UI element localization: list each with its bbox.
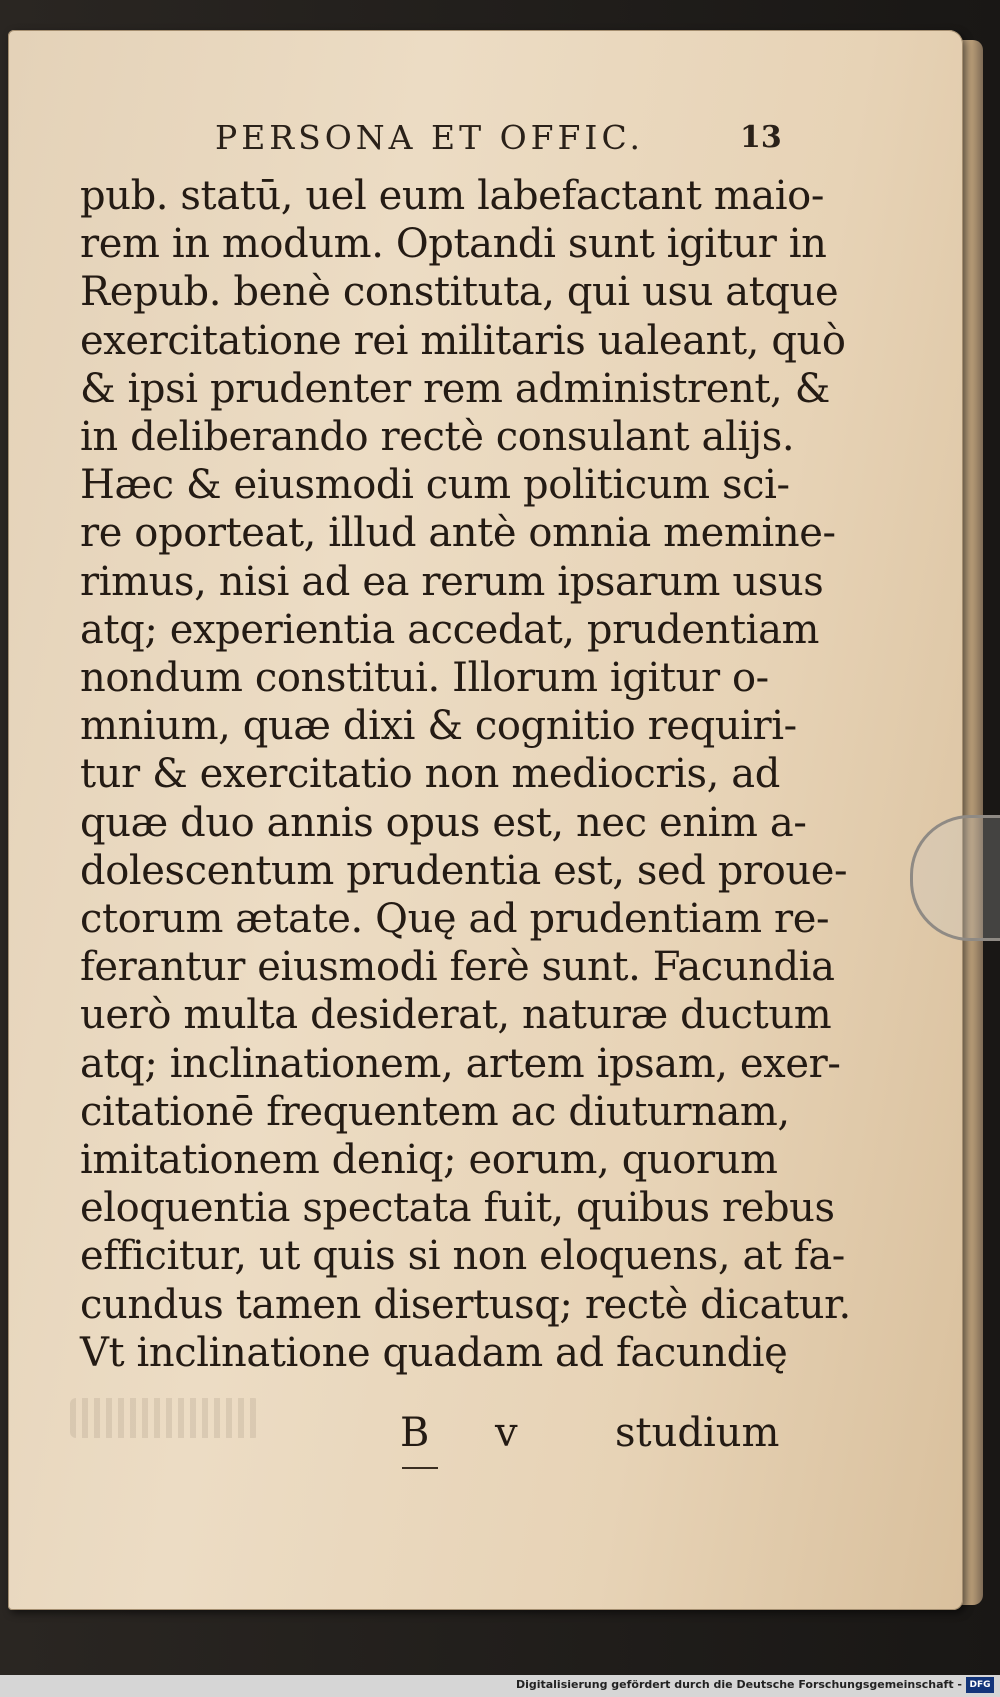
- text-line: Vt inclinatione quadam ad facundię: [80, 1329, 788, 1376]
- text-line: rem in modum. Optandi sunt igitur in: [80, 221, 827, 268]
- signature-letter: B: [400, 1410, 430, 1456]
- text-line: Repub. benè constituta, qui usu atque: [80, 269, 839, 316]
- signature-dash: [402, 1467, 438, 1469]
- text-line: eloquentia spectata fuit, quibus rebus: [80, 1185, 835, 1232]
- text-line: atq; inclinationem, artem ipsam, exer-: [80, 1040, 841, 1087]
- text-line: rimus, nisi ad ea rerum ipsarum usus: [80, 558, 824, 605]
- body-text: [80, 172, 851, 1377]
- text-line: ferantur eiusmodi ferè sunt. Facundia: [80, 944, 835, 991]
- text-line: & ipsi prudenter rem administrent, &: [80, 365, 830, 412]
- page-number: 13: [740, 120, 782, 155]
- signature-numeral: v: [495, 1410, 518, 1456]
- footer-credit: Digitalisierung gefördert durch die Deutsche Forschungsgemeinschaft -: [515, 1678, 962, 1691]
- text-line: Hæc & eiusmodi cum politicum sci-: [80, 462, 790, 509]
- running-title: PERSONA ET OFFIC.: [215, 118, 645, 157]
- text-line: dolescentum prudentia est, sed proue-: [80, 847, 848, 894]
- text-line: pub. statū, uel eum labefactant maio-: [80, 173, 824, 219]
- text-line: efficitur, ut quis si non eloquens, at fa-: [80, 1233, 845, 1280]
- text-line: mnium, quæ dixi & cognitio requiri-: [80, 703, 797, 750]
- text-line: imitationem deniq; eorum, quorum: [80, 1137, 778, 1184]
- text-line: atq; experientia accedat, prudentiam: [80, 606, 820, 653]
- signature-line: [400, 1410, 780, 1460]
- text-line: in deliberando rectè consulant alijs.: [80, 414, 795, 461]
- text-line: exercitatione rei militaris ualeant, quò: [80, 317, 846, 364]
- text-line: quæ duo annis opus est, nec enim a-: [80, 799, 807, 846]
- dfg-logo: DFG: [966, 1677, 994, 1693]
- text-line: citationē frequentem ac diuturnam,: [80, 1088, 790, 1135]
- catchword: studium: [615, 1410, 780, 1456]
- show-through-ink: [70, 1398, 260, 1438]
- text-line: tur & exercitatio non mediocris, ad: [80, 751, 780, 798]
- text-line: nondum constitui. Illorum igitur o-: [80, 655, 769, 702]
- text-line: cundus tamen disertusq; rectè dicatur.: [80, 1281, 851, 1328]
- text-line: re oporteat, illud antè omnia memine-: [80, 510, 836, 557]
- text-line: ctorum ætate. Quę ad prudentiam re-: [80, 896, 830, 943]
- text-line: uerò multa desiderat, naturæ ductum: [80, 992, 832, 1039]
